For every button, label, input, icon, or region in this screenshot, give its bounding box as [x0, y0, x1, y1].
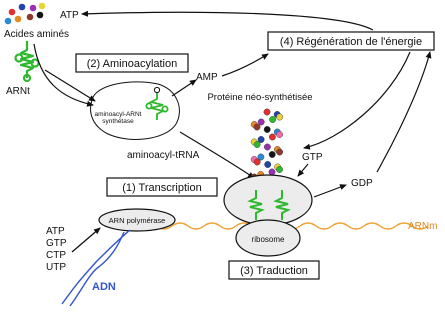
amino-acid-bead	[254, 141, 260, 147]
ntp-utp: UTP	[46, 262, 66, 273]
synthetase-line1: aminoacyl-ARNt	[94, 111, 142, 118]
amino-acid-bead	[265, 161, 271, 167]
acides-amines-label: Acides aminés	[4, 29, 70, 40]
amino-acid-bead	[254, 159, 260, 165]
amp-label: AMP	[196, 72, 218, 83]
synthetase-line2: synthétase	[102, 118, 134, 125]
gtp-label: GTP	[302, 152, 323, 163]
arrow-amp-to-regen	[222, 54, 268, 76]
arnt-label: ARNt	[6, 86, 30, 97]
amino-acid-bead	[264, 126, 270, 132]
protein-chain	[251, 109, 283, 183]
amino-acid-bead	[264, 109, 270, 115]
ntp-gtp: GTP	[46, 238, 67, 249]
amino-acid-bead	[276, 149, 282, 155]
arrow-ribosome-to-gdp	[314, 185, 346, 197]
arrow-gtp-to-ribosome	[298, 164, 308, 176]
amino-acid-bead	[277, 114, 283, 120]
ntp-ctp: CTP	[46, 250, 66, 261]
synthetase-aa-dot	[154, 87, 159, 92]
aminoacyl-trna-label: aminoacyl-tRNA	[127, 150, 200, 161]
arn-polymerase-label: ARN polymérase	[108, 216, 166, 225]
amino-acid-bead	[264, 144, 270, 150]
dna-helix	[62, 230, 130, 306]
amino-acid-bead	[254, 124, 260, 130]
traduction-label: (3) Traduction	[240, 265, 308, 277]
arrow-arnt-to-synthetase	[45, 70, 95, 101]
ribosome-large-subunit	[224, 175, 312, 225]
amino-acid-bead	[269, 116, 275, 122]
amino-acid-bead	[269, 134, 275, 140]
adn-label: ADN	[92, 281, 116, 293]
arnm-label: ARNm	[408, 221, 438, 232]
amino-acid-bead	[276, 166, 282, 172]
ribosome-label: ribosome	[251, 235, 285, 244]
aminoacylation-label: (2) Aminoacylation	[86, 58, 178, 70]
arrow-regen-to-gtp	[304, 52, 410, 148]
amino-acid-bead	[269, 169, 275, 175]
atp-top-label: ATP	[60, 10, 79, 21]
amino-acid-bead	[269, 151, 275, 157]
arrow-regen-to-atp	[82, 12, 373, 30]
arrow-gdp-to-regen	[377, 52, 430, 172]
gdp-label: GDP	[351, 178, 373, 189]
arrow-aa-to-synthetase	[34, 44, 93, 105]
transcription-label: (1) Transcription	[122, 182, 202, 194]
protein-label: Protéine néo-synthétisée	[207, 92, 313, 103]
amino-acid-dots	[5, 3, 46, 25]
regeneration-label: (4) Régénération de l'énergie	[279, 36, 423, 48]
ntp-atp: ATP	[46, 226, 65, 237]
arrow-ntp-to-polymerase	[72, 228, 100, 252]
arrow-to-amp	[172, 80, 196, 96]
amino-acid-bead	[276, 131, 282, 137]
